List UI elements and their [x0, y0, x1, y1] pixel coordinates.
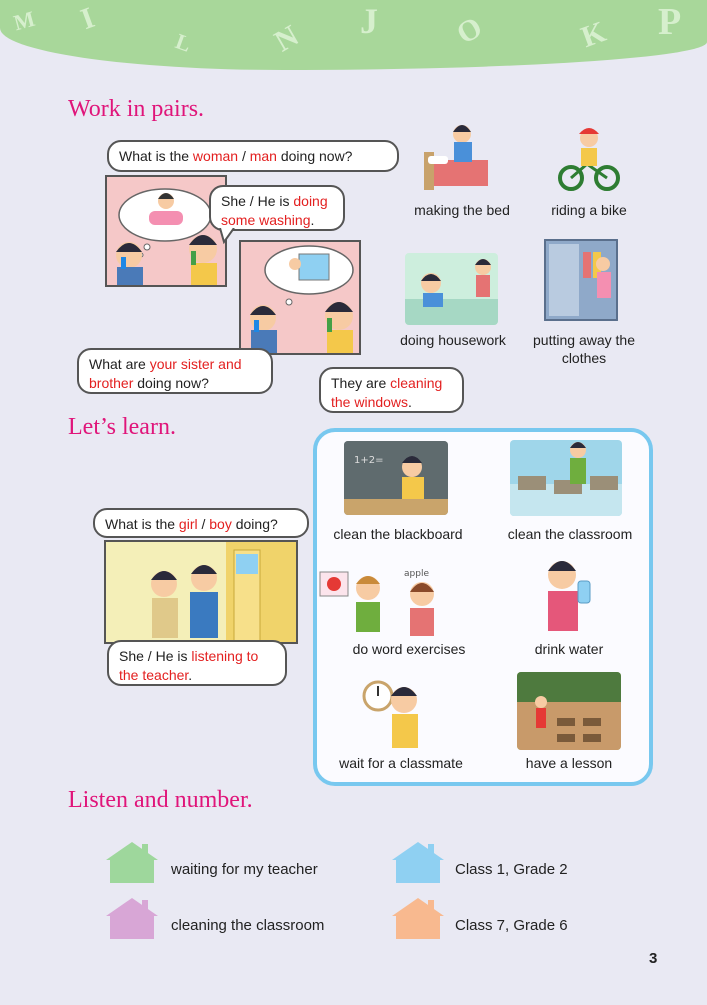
listen-item-label: cleaning the classroom: [171, 917, 325, 934]
header-letter: O: [451, 10, 488, 51]
svg-text:1+2=: 1+2=: [354, 455, 384, 466]
house-answer-box-3[interactable]: [104, 896, 160, 940]
window-cleaning-illustration: [241, 242, 361, 355]
header-letter: J: [360, 1, 378, 41]
caption-making-the-bed: making the bed: [414, 202, 510, 218]
speech-bubble-answer-1: She / He is doing some washing.: [209, 185, 345, 231]
page-number: 3: [649, 950, 658, 967]
speech-bubble-answer-2: They are cleaning the windows.: [319, 367, 464, 413]
header-letter: I: [76, 1, 99, 37]
bed-icon: [418, 120, 494, 194]
bike-icon: [557, 124, 621, 194]
blackboard-icon: [344, 441, 448, 515]
scene-phone-call-2: [239, 240, 361, 355]
caption-riding-a-bike: riding a bike: [551, 202, 627, 218]
lesson-icon: [517, 672, 621, 750]
classroom-icon: [510, 440, 622, 516]
caption-wait-for-a-classmate: wait for a classmate: [339, 755, 463, 771]
header-letter: L: [172, 28, 195, 57]
listen-item-label: Class 1, Grade 2: [455, 861, 568, 878]
caption-clean-the-blackboard: clean the blackboard: [333, 526, 463, 542]
caption-doing-housework: doing housework: [400, 332, 506, 348]
header-letter: N: [268, 18, 305, 59]
section-title-lets-learn: Let’s learn.: [68, 414, 176, 440]
listen-item-label: waiting for my teacher: [171, 861, 318, 878]
header-letter: M: [10, 5, 38, 36]
house-answer-box-2[interactable]: [390, 840, 446, 884]
scene-listening-at-door: [104, 540, 298, 644]
house-answer-box-4[interactable]: [390, 896, 446, 940]
header-band: [0, 0, 707, 70]
section-title-work-in-pairs: Work in pairs.: [68, 96, 205, 122]
header-letter: K: [576, 15, 611, 55]
word-exercises-icon: [318, 558, 444, 638]
speech-bubble-question-3: What is the girl / boy doing?: [93, 508, 309, 538]
house-answer-box-1[interactable]: [104, 840, 160, 884]
wardrobe-icon: [543, 238, 619, 322]
bubble-tail: [218, 228, 238, 244]
speech-bubble-answer-3: She / He is listening to the teacher.: [107, 640, 287, 686]
caption-clean-the-classroom: clean the classroom: [507, 526, 633, 542]
caption-putting-away-the-clothes: putting away the clothes: [533, 332, 635, 366]
header-letter: P: [658, 1, 682, 43]
housework-icon: [405, 253, 498, 325]
speech-bubble-question-2: What are your sister and brother doing now?: [77, 348, 273, 394]
listen-item-label: Class 7, Grade 6: [455, 917, 568, 934]
wait-icon: [362, 674, 428, 752]
listening-illustration: [106, 542, 298, 644]
scene-phone-call-1: [105, 175, 227, 287]
caption-drink-water: drink water: [534, 641, 604, 657]
speech-bubble-question-1: What is the woman / man doing now?: [107, 140, 399, 172]
caption-have-a-lesson: have a lesson: [525, 755, 613, 771]
section-title-listen-and-number: Listen and number.: [68, 787, 253, 813]
drink-water-icon: [528, 553, 606, 635]
apple-word: apple: [404, 569, 429, 579]
caption-do-word-exercises: do word exercises: [352, 641, 466, 657]
